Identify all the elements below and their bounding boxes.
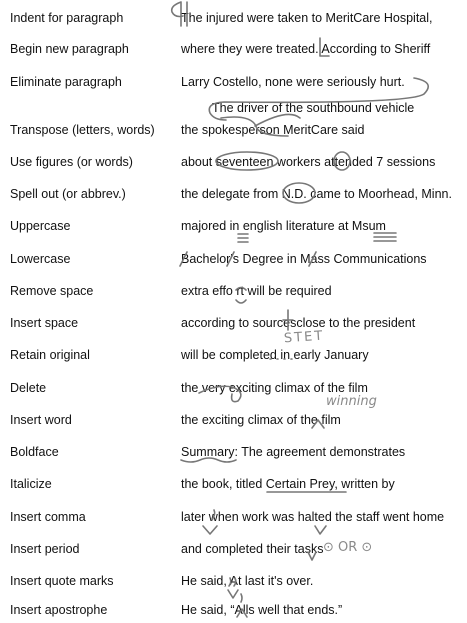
mark-example: Summary: The agreement demonstrates — [181, 445, 406, 459]
stet-mark: STET — [283, 328, 325, 347]
mark-example: where they were treated. According to Sheriff — [181, 42, 431, 56]
comma-caret-2 — [315, 526, 326, 534]
mark-example: the exciting climax of the film — [181, 413, 341, 427]
mark-label: Remove space — [10, 284, 94, 298]
mark-row-eliminate-paragraph — [0, 72, 467, 92]
mark-example: the very exciting climax of the film — [181, 381, 368, 395]
mark-row-transpose — [0, 120, 467, 140]
mark-example: the delegate from N.D. came to Moorhead, Minn. — [181, 187, 452, 201]
mark-row-insert-period — [0, 539, 467, 559]
mark-label: Boldface — [10, 445, 59, 459]
mark-row-boldface — [0, 442, 467, 462]
mark-row-new-paragraph — [0, 39, 467, 59]
mark-label: Use figures (or words) — [10, 155, 133, 169]
mark-row-insert-apostrophe — [0, 600, 467, 620]
mark-label: Insert comma — [10, 510, 86, 524]
mark-row-insert-comma — [0, 507, 467, 527]
mark-label: Retain original — [10, 348, 90, 362]
mark-label: Insert space — [10, 316, 79, 330]
mark-example: Bachelor's Degree in Mass Communications — [181, 252, 427, 266]
period-mark: ⊙ OR ⊙ — [323, 540, 373, 555]
mark-row-insert-word — [0, 410, 467, 430]
mark-label: Lowercase — [10, 252, 71, 266]
mark-row-indent — [0, 8, 467, 28]
mark-label: Delete — [10, 381, 47, 395]
mark-label: Spell out (or abbrev.) — [10, 187, 126, 201]
mark-example: later when work was halted the staff went home — [181, 510, 445, 524]
mark-example: Larry Costello, none were seriously hurt. — [181, 75, 405, 89]
mark-row-uppercase — [0, 216, 467, 236]
mark-example: majored in english literature at Msum — [181, 219, 386, 233]
mark-row-insert-quote-marks — [0, 571, 467, 591]
mark-example: according to sourcesclose to the president — [181, 316, 416, 330]
mark-row-delete — [0, 378, 467, 398]
mark-label: Indent for paragraph — [10, 11, 124, 25]
mark-example: will be completed in early January — [181, 348, 369, 362]
mark-row-figures — [0, 152, 467, 172]
mark-label: Eliminate paragraph — [10, 75, 122, 89]
mark-row-italicize — [0, 474, 467, 494]
mark-example: the book, titled Certain Prey, written by — [181, 477, 395, 491]
mark-example: extra effo rt will be required — [181, 284, 332, 298]
mark-row-lowercase — [0, 249, 467, 269]
mark-label: Begin new paragraph — [10, 42, 129, 56]
mark-label: Uppercase — [10, 219, 71, 233]
mark-row-spell-out — [0, 184, 467, 204]
mark-example: The injured were taken to MeritCare Hospital, — [181, 11, 433, 25]
mark-label: Insert word — [10, 413, 72, 427]
mark-example: about seventeen workers attended 7 sessions — [181, 155, 436, 169]
mark-label: Insert apostrophe — [10, 603, 108, 617]
inserted-word-mark: winning — [326, 394, 377, 409]
mark-row-retain-original — [0, 345, 467, 365]
mark-example: and completed their tasks — [181, 542, 324, 556]
mark-label: Italicize — [10, 477, 52, 491]
mark-example: He said, At last it's over. — [181, 574, 314, 588]
inserted-sentence: The driver of the southbound vehicle — [212, 101, 415, 115]
mark-label: Transpose (letters, words) — [10, 123, 155, 137]
mark-row-remove-space — [0, 281, 467, 301]
mark-label: Insert quote marks — [10, 574, 114, 588]
mark-example: He said, “Alls well that ends.” — [181, 603, 343, 617]
mark-row-insert-space — [0, 313, 467, 333]
mark-label: Insert period — [10, 542, 80, 556]
mark-example: the spokesperson MeritCare said — [181, 123, 365, 137]
